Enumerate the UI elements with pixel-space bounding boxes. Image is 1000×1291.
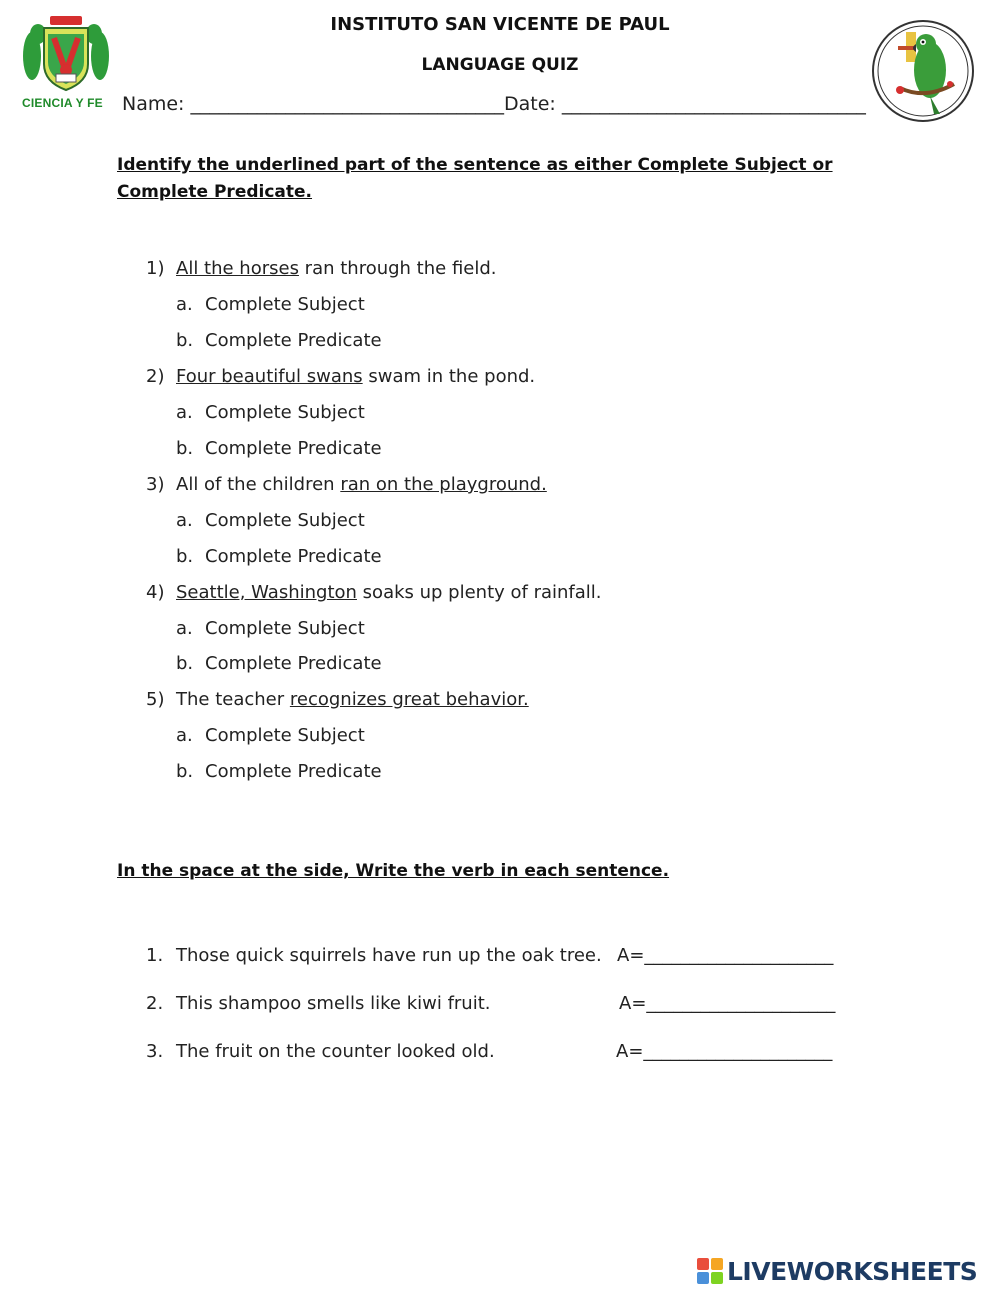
section2-instruction: In the space at the side, Write the verb in each sentence.	[117, 861, 670, 881]
option-letter: b.	[176, 330, 194, 351]
option-a[interactable]	[176, 294, 365, 315]
question-text: Those quick squirrels have run up the oak tree.	[176, 945, 602, 966]
school-crest-icon	[18, 12, 114, 96]
option-letter: b.	[176, 438, 194, 459]
date-label: Date:	[504, 93, 556, 115]
verb-question-2	[146, 993, 491, 1014]
answer-field[interactable]: A=_____________________	[616, 1041, 833, 1062]
option-b[interactable]	[176, 330, 382, 351]
question-text: The teacher	[176, 689, 290, 710]
option-a[interactable]	[176, 402, 365, 423]
option-letter: a.	[176, 510, 193, 531]
brand-name: LIVEWORKSHEETS	[727, 1256, 978, 1286]
verb-question-1	[146, 945, 602, 966]
option-label: Complete Predicate	[205, 438, 382, 459]
option-letter: a.	[176, 725, 193, 746]
date-field[interactable]: ________________________________	[561, 93, 866, 115]
question-number: 2.	[146, 993, 164, 1014]
option-b[interactable]	[176, 761, 382, 782]
option-letter: a.	[176, 618, 193, 639]
school-name: INSTITUTO SAN VICENTE DE PAUL	[330, 14, 670, 35]
question-number: 4)	[146, 582, 165, 603]
option-b[interactable]	[176, 546, 382, 567]
question-2	[146, 366, 535, 387]
option-label: Complete Predicate	[205, 761, 382, 782]
option-label: Complete Predicate	[205, 653, 382, 674]
option-letter: a.	[176, 402, 193, 423]
question-text: All of the children	[176, 474, 341, 495]
question-3	[146, 474, 547, 495]
name-label: Name:	[122, 93, 185, 115]
option-b[interactable]	[176, 438, 382, 459]
parrot-emblem-icon	[870, 18, 976, 124]
option-label: Complete Subject	[205, 294, 365, 315]
question-text: soaks up plenty of rainfall.	[356, 582, 602, 603]
option-a[interactable]	[176, 618, 365, 639]
question-number: 1)	[146, 258, 165, 279]
school-motto: CIENCIA Y FE	[22, 96, 103, 110]
verb-question-3	[146, 1041, 495, 1062]
question-number: 3)	[146, 474, 165, 495]
option-label: Complete Subject	[205, 618, 365, 639]
quiz-title: LANGUAGE QUIZ	[421, 55, 579, 75]
option-a[interactable]	[176, 510, 365, 531]
option-letter: a.	[176, 294, 193, 315]
question-number: 2)	[146, 366, 165, 387]
liveworksheets-logo-icon	[697, 1258, 723, 1284]
underlined-part: ran on the playground.	[340, 474, 547, 495]
question-text: ran through the field.	[298, 258, 497, 279]
underlined-part: Seattle, Washington	[176, 582, 357, 603]
question-text: This shampoo smells like kiwi fruit.	[176, 993, 491, 1014]
option-letter: b.	[176, 546, 194, 567]
name-field[interactable]: _________________________________	[190, 93, 505, 115]
option-a[interactable]	[176, 725, 365, 746]
question-1	[146, 258, 497, 279]
option-label: Complete Subject	[205, 402, 365, 423]
question-text: swam in the pond.	[362, 366, 536, 387]
underlined-part: recognizes great behavior.	[289, 689, 529, 710]
question-5	[146, 689, 529, 710]
question-number: 3.	[146, 1041, 164, 1062]
question-number: 1.	[146, 945, 164, 966]
section1-instruction: Identify the underlined part of the sentence as either Complete Subject or Complete Predicate.	[117, 155, 833, 202]
liveworksheets-brand	[697, 1254, 997, 1288]
option-letter: b.	[176, 761, 194, 782]
underlined-part: All the horses	[176, 258, 299, 279]
option-letter: b.	[176, 653, 194, 674]
name-date-line	[122, 93, 866, 115]
option-b[interactable]	[176, 653, 382, 674]
answer-field[interactable]: A=_____________________	[617, 945, 834, 966]
underlined-part: Four beautiful swans	[176, 366, 363, 387]
answer-field[interactable]: A=_____________________	[619, 993, 836, 1014]
question-number: 5)	[146, 689, 165, 710]
question-text: The fruit on the counter looked old.	[176, 1041, 495, 1062]
option-label: Complete Predicate	[205, 546, 382, 567]
option-label: Complete Predicate	[205, 330, 382, 351]
question-4	[146, 582, 602, 603]
option-label: Complete Subject	[205, 725, 365, 746]
option-label: Complete Subject	[205, 510, 365, 531]
